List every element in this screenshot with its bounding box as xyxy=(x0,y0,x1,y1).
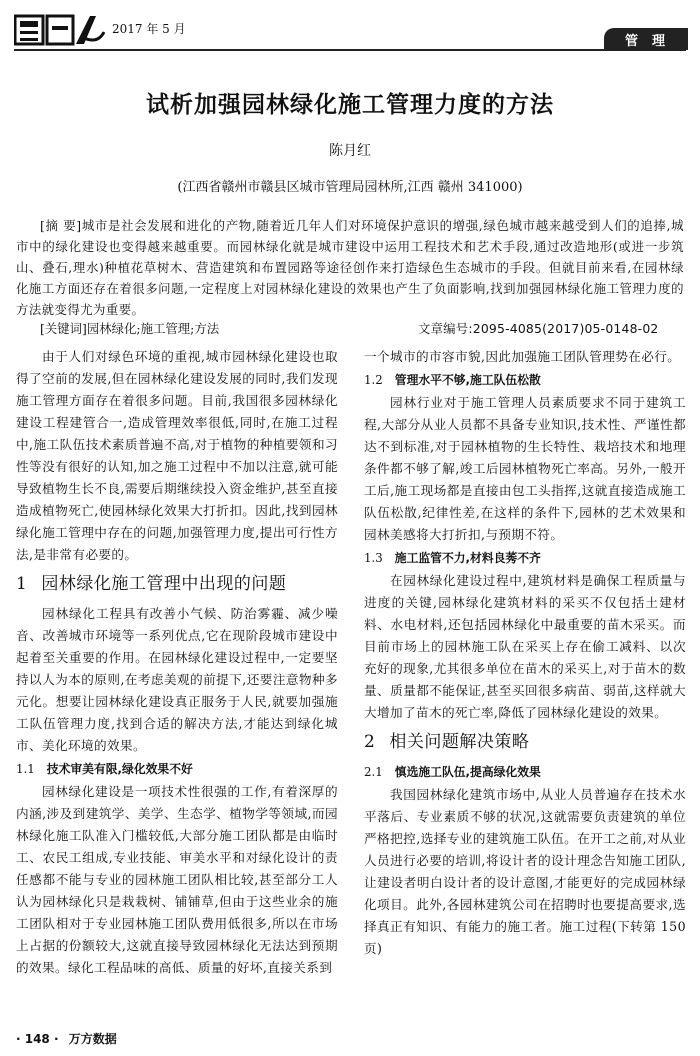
subsection-1-1-heading xyxy=(16,758,338,780)
abstract-text: 城市是社会发展和进化的产物,随着近几年人们对环境保护意识的增强,绿色城市越来越受到人们的追捧,城市中的绿化建设也变得越来越重要。而园林绿化就是城市建设中运用工程技术和艺术手段,通过改造地形(或进一步筑山、叠石,理水)种植花草树木、营造建筑和布置园路等途径创作来打造绿色生态城市的手段。但就目前来看,在园林绿化施工方面还存在着很多问题,一定程度上对园林绿化建设的效果也产生了负面影响,找到加强园林绿化施工管理力度的方法就变得尤为重要。 xyxy=(16,218,684,317)
article-title: 试析加强园林绿化施工管理力度的方法 xyxy=(146,92,554,118)
subsection-2-1-paragraph: 我国园林绿化建筑市场中,从业人员普遍存在技术水平落后、专业素质不够的状况,这就需要负责建筑的单位严格把控,选择专业的建筑施工队伍。在开工之前,对从业人员进行必要的培训,将设计者的设计理念告知施工团队,让建设者明白设计者的设计意图,才能更好的完成园林绿化项目。此外,各园林建筑公司在招聘时也要提高要求,选择真正有知识、有能力的施工者。施工过程(下转第 150 页) xyxy=(364,787,686,956)
subsection-title: 管理水平不够,施工队伍松散 xyxy=(394,373,541,387)
section-tab: 管理 xyxy=(604,28,688,50)
section-1-paragraph: 园林绿化工程具有改善小气候、防治雾霾、减少噪音、改善城市环境等一系列优点,它在现阶段城市建设中起着至关重要的作用。在园林绿化建设过程中,一定要坚持以人为本的原则,在考虑美观的前提下,还要注意物种多元化。想要让园林绿化建设真正服务于人民,就要加强施工队伍管理力度,找到合适的解决方法,才能达到绿化城市、美化环境的效果。 xyxy=(16,606,338,753)
right-column xyxy=(364,346,686,960)
footer-brand: 万方数据 xyxy=(68,1032,117,1046)
page-number: · 148 · xyxy=(16,1032,59,1046)
author: 陈月红 xyxy=(329,143,371,159)
left-column xyxy=(16,346,338,979)
subsection-number: 2.1 xyxy=(364,765,383,779)
subsection-1-1-paragraph: 园林绿化建设是一项技术性很强的工作,有着深厚的内涵,涉及到建筑学、美学、生态学、植物学等领域,而园林绿化施工队准入门槛较低,大部分施工团队都是由临时工、农民工组成,专业技能、审美水平和对绿化设计的责任感都不能与专业的园林施工团队相比较,甚至部分工人认为园林绿化只是栽栽树、铺铺草,但由于这些业余的施工团队相对于专业园林施工团队费用低很多,所以在市场上占据的份额较大,这就直接导致园林绿化无法达到预期的效果。绿化工程品味的高低、质量的好坏,直接关系到 xyxy=(16,784,338,975)
subsection-number: 1.3 xyxy=(364,551,383,565)
continued-paragraph: 一个城市的市容市貌,因此加强施工团队管理势在必行。 xyxy=(364,349,681,364)
issue-date: 2017 年 5 月 xyxy=(112,22,186,36)
section-number: 1 xyxy=(16,574,28,594)
subsection-title: 慎选施工队伍,提高绿化效果 xyxy=(394,765,541,779)
article-number: 文章编号:2095-4085(2017)05-0148-02 xyxy=(418,321,659,336)
section-title: 相关问题解决策略 xyxy=(389,732,530,752)
subsection-1-2-heading xyxy=(364,369,686,391)
subsection-2-1-heading xyxy=(364,761,686,783)
keywords xyxy=(40,319,219,337)
keywords-label: [关键词] xyxy=(40,321,87,336)
subsection-number: 1.2 xyxy=(364,373,383,387)
keywords-text: 园林绿化;施工管理;方法 xyxy=(86,321,220,336)
section-number: 2 xyxy=(364,732,376,752)
section-1-heading xyxy=(16,573,338,595)
abstract-label: [摘 要] xyxy=(40,218,82,233)
section-title: 园林绿化施工管理中出现的问题 xyxy=(41,574,287,594)
abstract xyxy=(16,215,684,320)
journal-logo xyxy=(14,14,106,48)
subsection-title: 技术审美有限,绿化效果不好 xyxy=(46,762,193,776)
intro-paragraph: 由于人们对绿色环境的重视,城市园林绿化建设也取得了空前的发展,但在园林绿化建设发展的同时,我们发现施工管理方面存在着很多问题。目前,我国很多园林绿化建设工程建管合一,造成管理效率很低,同时,在施工过程中,施工队伍技术素质普遍不高,对于植物的种植要领和习性等没有很好的认知,加之施工过程中不加以注意,就可能导致植物生长不良,需要后期继续投入资金维护,甚至直接造成植物死亡,使园林绿化效果大打折扣。因此,找到园林绿化施工管理中存在的问题,加强管理力度,提出可行性方法,是非常有必要的。 xyxy=(16,349,338,562)
subsection-1-2-paragraph: 园林行业对于施工管理人员素质要求不同于建筑工程,大部分从业人员都不具备专业知识,技术性、严谨性都达不到标准,对于园林植物的生长特性、栽培技术和地理条件都不够了解,竣工后园林植物死亡率高。另外,一般开工后,施工现场都是直接由包工头指挥,这就直接造成施工队伍松散,纪律性差,在这样的条件下,园林的艺术效果和园林美感将大打折扣,与预期不符。 xyxy=(364,395,686,542)
subsection-title: 施工监管不力,材料良莠不齐 xyxy=(394,551,541,565)
subsection-number: 1.1 xyxy=(16,762,35,776)
subsection-1-3-paragraph: 在园林绿化建设过程中,建筑材料是确保工程质量与进度的关键,园林绿化建筑材料的采买不仅包括土建材料、水电材料,还包括园林绿化中最重要的苗木采买。而目前市场上的园林施工队在采买上存在偷工减料、以次充好的现象,尤其很多单位在苗木的采买上,对于苗木的数量、质量都不能保证,甚至买回很多病苗、弱苗,这样就大大增加了苗木的死亡率,降低了园林绿化建设的效果。 xyxy=(364,573,686,720)
affiliation: (江西省赣州市赣县区城市管理局园林所,江西 赣州 341000) xyxy=(177,180,523,195)
subsection-1-3-heading xyxy=(364,547,686,569)
section-2-heading xyxy=(364,731,686,753)
page-footer xyxy=(16,1030,117,1047)
header-rule xyxy=(14,49,686,51)
